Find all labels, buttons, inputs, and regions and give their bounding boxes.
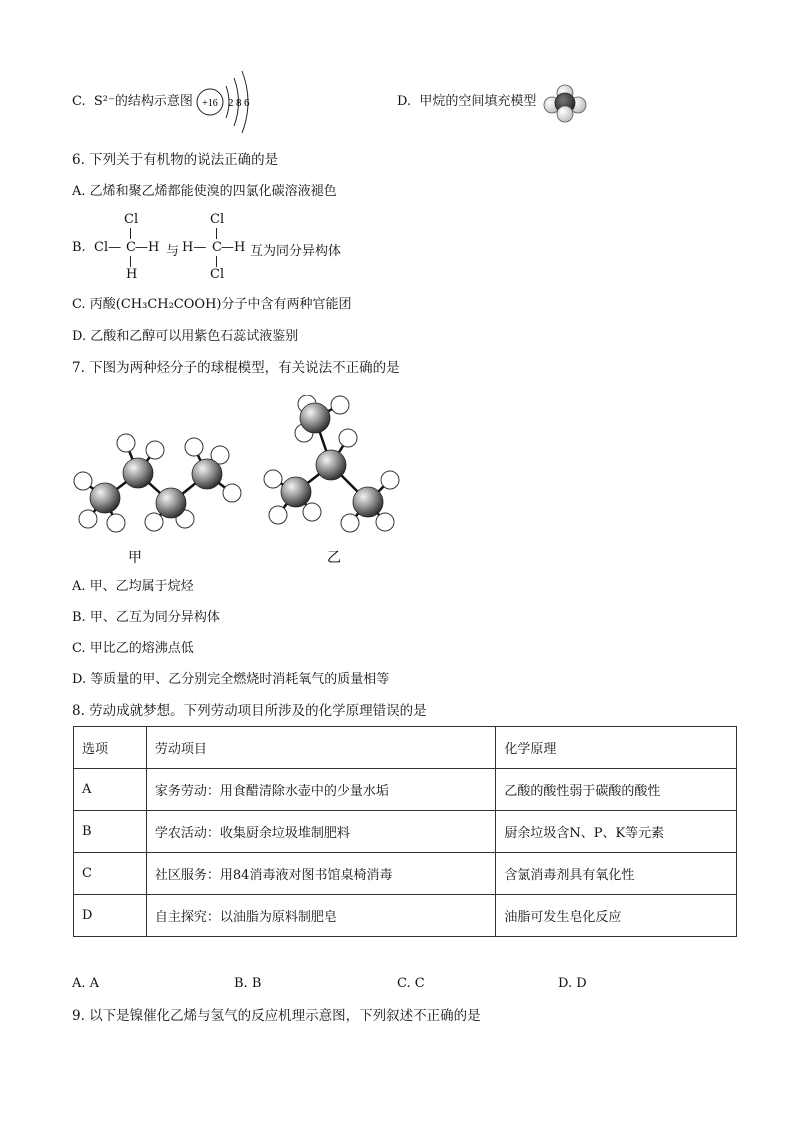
header-chem-principle: 化学原理 — [496, 727, 737, 769]
q6-option-c[interactable]: C. 丙酸(CH₃CH₂COOH)分子中含有两种官能团 — [72, 297, 352, 312]
shell-3-electrons: 6 — [244, 97, 250, 109]
nucleus-charge: +16 — [202, 98, 218, 109]
mol1-top: Cl — [124, 212, 139, 227]
mol2-center: C — [212, 240, 222, 255]
q8-answer-a[interactable]: A. A — [72, 976, 100, 991]
header-option: 选项 — [74, 727, 147, 769]
mol1-bond-bottom — [130, 256, 131, 267]
q5-option-d-text: 甲烷的空间填充模型 — [419, 94, 537, 109]
q9-stem: 9. 以下是镍催化乙烯与氢气的反应机理示意图，下列叙述不正确的是 — [72, 1008, 481, 1024]
mol2-bottom: Cl — [210, 267, 225, 282]
q8-table — [73, 726, 737, 937]
mol2-bond-top — [216, 228, 217, 239]
table-cell: 乙酸的酸性弱于碳酸的酸性 — [496, 769, 737, 811]
q8-answer-c[interactable]: C. C — [397, 976, 425, 991]
q7-stem: 7. 下图为两种烃分子的球棍模型，有关说法不正确的是 — [72, 360, 400, 376]
mol1-center: C — [126, 240, 136, 255]
shell-2-electrons: 8 — [236, 97, 242, 109]
ball-and-stick-models — [70, 395, 410, 570]
label-yi: 乙 — [327, 551, 341, 566]
q6-option-b[interactable]: B. Cl Cl— C —H H 与 Cl H— C —H Cl 互为同分异构体 — [72, 212, 342, 282]
table-cell: D — [74, 895, 147, 937]
table-cell: 学农活动：收集厨余垃圾堆制肥料 — [146, 811, 495, 853]
label-jia: 甲 — [128, 551, 142, 566]
mol1-left: Cl— — [94, 240, 122, 255]
header-labor-project: 劳动项目 — [146, 727, 495, 769]
mol1-bottom: H — [126, 267, 138, 282]
q6-option-d[interactable]: D. 乙酸和乙醇可以用紫色石蕊试液鉴别 — [72, 329, 299, 344]
mol2-top: Cl — [210, 212, 225, 227]
q7-option-b[interactable]: B. 甲、乙互为同分异构体 — [72, 610, 220, 625]
table-cell: B — [74, 811, 147, 853]
table-row — [74, 769, 737, 811]
shell-1-electrons: 2 — [228, 97, 234, 109]
mol1-right: —H — [135, 240, 160, 255]
table-cell: 含氯消毒剂具有氧化性 — [496, 853, 737, 895]
mol2-left: H— — [182, 240, 207, 255]
mol2-bond-bottom — [216, 256, 217, 267]
table-cell: A — [74, 769, 147, 811]
table-row — [74, 811, 737, 853]
q6-option-a[interactable]: A. 乙烯和聚乙烯都能使溴的四氯化碳溶液褪色 — [72, 184, 337, 199]
table-cell: 家务劳动：用食醋清除水壶中的少量水垢 — [146, 769, 495, 811]
table-cell: 自主探究：以油脂为原料制肥皂 — [146, 895, 495, 937]
q7-option-d[interactable]: D. 等质量的甲、乙分别完全燃烧时消耗氧气的质量相等 — [72, 672, 390, 687]
q6-stem: 6. 下列关于有机物的说法正确的是 — [72, 152, 279, 168]
table-cell: 社区服务：用84消毒液对图书馆桌椅消毒 — [146, 853, 495, 895]
table-cell: C — [74, 853, 147, 895]
table-row — [74, 895, 737, 937]
q5-option-c[interactable]: C. S²⁻的结构示意图 — [72, 94, 193, 109]
table-row — [74, 853, 737, 895]
q8-answer-b[interactable]: B. B — [234, 976, 262, 991]
q5-option-c-text: S²⁻的结构示意图 — [93, 94, 193, 109]
q5-option-d[interactable]: D. 甲烷的空间填充模型 — [397, 94, 537, 109]
methane-space-filling-model — [543, 84, 589, 124]
q7-option-c[interactable]: C. 甲比乙的熔沸点低 — [72, 641, 194, 656]
mol1-bond-top — [130, 228, 131, 239]
mol2-right: —H — [221, 240, 246, 255]
molecule-yi-carbons — [281, 403, 383, 517]
q8-stem: 8. 劳动成就梦想。下列劳动项目所涉及的化学原理错误的是 — [72, 703, 427, 719]
table-header-row — [74, 727, 737, 769]
sulfide-ion-structure-diagram — [193, 68, 255, 136]
q7-option-a[interactable]: A. 甲、乙均属于烷烃 — [72, 579, 194, 594]
table-cell: 厨余垃圾含N、P、K等元素 — [496, 811, 737, 853]
q8-answer-d[interactable]: D. D — [558, 976, 587, 991]
table-cell: 油脂可发生皂化反应 — [496, 895, 737, 937]
